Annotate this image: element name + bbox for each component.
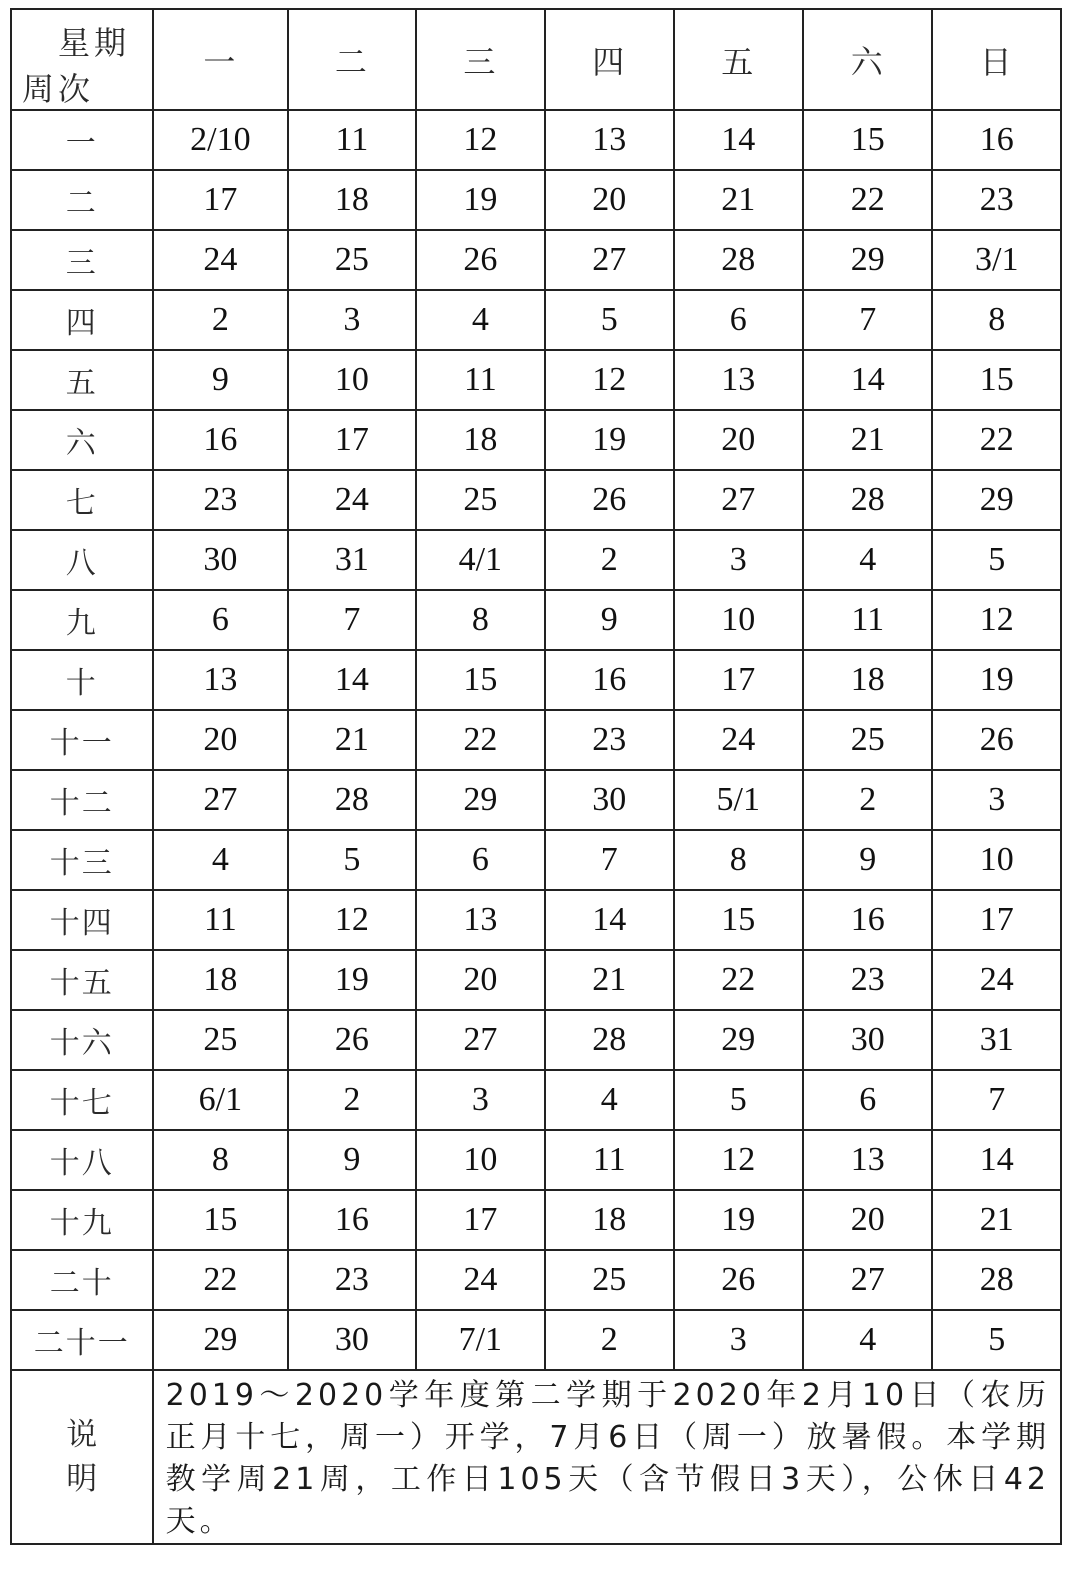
date-cell: 13 <box>674 350 803 410</box>
date-cell: 30 <box>153 530 289 590</box>
date-cell: 13 <box>153 650 289 710</box>
date-cell: 8 <box>932 290 1061 350</box>
week-row <box>11 1130 1061 1190</box>
week-number-label: 十二 <box>11 770 153 830</box>
week-number-label: 十九 <box>11 1190 153 1250</box>
date-cell: 9 <box>545 590 673 650</box>
date-cell: 7 <box>288 590 415 650</box>
date-cell: 30 <box>803 1010 932 1070</box>
date-cell: 12 <box>416 110 545 170</box>
date-cell: 23 <box>932 170 1061 230</box>
date-cell: 15 <box>674 890 803 950</box>
date-cell: 24 <box>674 710 803 770</box>
date-cell: 26 <box>674 1250 803 1310</box>
notes-label-cell <box>11 1370 153 1544</box>
date-cell: 22 <box>416 710 545 770</box>
date-cell: 16 <box>153 410 289 470</box>
date-cell: 17 <box>674 650 803 710</box>
date-cell: 2 <box>545 1310 673 1370</box>
date-cell: 10 <box>416 1130 545 1190</box>
date-cell: 13 <box>416 890 545 950</box>
week-row <box>11 110 1061 170</box>
date-cell: 19 <box>416 170 545 230</box>
date-cell: 19 <box>288 950 415 1010</box>
date-cell: 29 <box>153 1310 289 1370</box>
day-header-friday: 五 <box>674 9 803 110</box>
date-cell: 21 <box>288 710 415 770</box>
date-cell: 21 <box>803 410 932 470</box>
date-cell: 27 <box>153 770 289 830</box>
week-number-label: 二十 <box>11 1250 153 1310</box>
date-cell: 18 <box>803 650 932 710</box>
week-row <box>11 650 1061 710</box>
date-cell: 26 <box>545 470 673 530</box>
date-cell: 3 <box>288 290 415 350</box>
date-cell: 14 <box>288 650 415 710</box>
date-cell: 26 <box>288 1010 415 1070</box>
notes-body-cell <box>153 1370 1061 1544</box>
date-cell: 17 <box>288 410 415 470</box>
week-number-label: 十一 <box>11 710 153 770</box>
date-cell: 15 <box>416 650 545 710</box>
semester-calendar-table <box>10 8 1062 1545</box>
date-cell: 20 <box>803 1190 932 1250</box>
date-cell: 3 <box>416 1070 545 1130</box>
day-header-sunday: 日 <box>932 9 1061 110</box>
date-cell: 7 <box>545 830 673 890</box>
date-cell: 21 <box>674 170 803 230</box>
day-header-thursday: 四 <box>545 9 673 110</box>
date-cell: 6 <box>153 590 289 650</box>
date-cell: 7 <box>803 290 932 350</box>
date-cell: 27 <box>803 1250 932 1310</box>
date-cell: 19 <box>674 1190 803 1250</box>
date-cell: 18 <box>416 410 545 470</box>
week-number-label: 六 <box>11 410 153 470</box>
date-cell: 17 <box>416 1190 545 1250</box>
week-row <box>11 1310 1061 1370</box>
date-cell: 10 <box>932 830 1061 890</box>
date-cell: 26 <box>932 710 1061 770</box>
date-cell: 4/1 <box>416 530 545 590</box>
date-cell: 28 <box>288 770 415 830</box>
date-cell: 19 <box>932 650 1061 710</box>
date-cell: 23 <box>288 1250 415 1310</box>
day-header-tuesday: 二 <box>288 9 415 110</box>
date-cell: 19 <box>545 410 673 470</box>
date-cell: 20 <box>153 710 289 770</box>
week-number-label: 十五 <box>11 950 153 1010</box>
date-cell: 25 <box>803 710 932 770</box>
date-cell: 24 <box>288 470 415 530</box>
date-cell: 5 <box>932 530 1061 590</box>
date-cell: 5 <box>288 830 415 890</box>
date-cell: 29 <box>416 770 545 830</box>
week-number-label: 一 <box>11 110 153 170</box>
date-cell: 29 <box>674 1010 803 1070</box>
date-cell: 14 <box>803 350 932 410</box>
date-cell: 15 <box>932 350 1061 410</box>
notes-row <box>11 1370 1061 1544</box>
date-cell: 5 <box>932 1310 1061 1370</box>
date-cell: 25 <box>416 470 545 530</box>
date-cell: 2 <box>803 770 932 830</box>
week-row <box>11 770 1061 830</box>
week-number-label: 十三 <box>11 830 153 890</box>
day-header-saturday: 六 <box>803 9 932 110</box>
date-cell: 27 <box>545 230 673 290</box>
date-cell: 4 <box>545 1070 673 1130</box>
week-number-label: 十七 <box>11 1070 153 1130</box>
date-cell: 6/1 <box>153 1070 289 1130</box>
date-cell: 28 <box>674 230 803 290</box>
date-cell: 12 <box>674 1130 803 1190</box>
date-cell: 27 <box>674 470 803 530</box>
date-cell: 6 <box>674 290 803 350</box>
date-cell: 28 <box>803 470 932 530</box>
date-cell: 3 <box>674 530 803 590</box>
date-cell: 13 <box>545 110 673 170</box>
week-number-label: 三 <box>11 230 153 290</box>
date-cell: 16 <box>932 110 1061 170</box>
week-number-label: 八 <box>11 530 153 590</box>
date-cell: 11 <box>153 890 289 950</box>
date-cell: 23 <box>545 710 673 770</box>
date-cell: 6 <box>416 830 545 890</box>
week-row <box>11 350 1061 410</box>
week-row <box>11 1250 1061 1310</box>
week-row <box>11 470 1061 530</box>
date-cell: 3/1 <box>932 230 1061 290</box>
date-cell: 27 <box>416 1010 545 1070</box>
date-cell: 10 <box>674 590 803 650</box>
date-cell: 14 <box>545 890 673 950</box>
date-cell: 12 <box>288 890 415 950</box>
week-row <box>11 170 1061 230</box>
date-cell: 9 <box>153 350 289 410</box>
date-cell: 11 <box>545 1130 673 1190</box>
date-cell: 7 <box>932 1070 1061 1130</box>
date-cell: 5 <box>674 1070 803 1130</box>
date-cell: 11 <box>288 110 415 170</box>
date-cell: 24 <box>153 230 289 290</box>
week-number-label: 二十一 <box>11 1310 153 1370</box>
week-number-label: 五 <box>11 350 153 410</box>
date-cell: 9 <box>288 1130 415 1190</box>
day-header-wednesday: 三 <box>416 9 545 110</box>
date-cell: 2 <box>545 530 673 590</box>
date-cell: 12 <box>545 350 673 410</box>
date-cell: 31 <box>932 1010 1061 1070</box>
date-cell: 3 <box>674 1310 803 1370</box>
date-cell: 21 <box>932 1190 1061 1250</box>
date-cell: 30 <box>545 770 673 830</box>
date-cell: 29 <box>932 470 1061 530</box>
date-cell: 2 <box>288 1070 415 1130</box>
date-cell: 13 <box>803 1130 932 1190</box>
week-row <box>11 1010 1061 1070</box>
week-row <box>11 830 1061 890</box>
week-row <box>11 410 1061 470</box>
date-cell: 22 <box>803 170 932 230</box>
date-cell: 11 <box>803 590 932 650</box>
header-row <box>11 9 1061 110</box>
date-cell: 31 <box>288 530 415 590</box>
week-row <box>11 710 1061 770</box>
date-cell: 23 <box>153 470 289 530</box>
date-cell: 20 <box>416 950 545 1010</box>
date-cell: 15 <box>803 110 932 170</box>
date-cell: 25 <box>288 230 415 290</box>
week-number-label: 十六 <box>11 1010 153 1070</box>
date-cell: 26 <box>416 230 545 290</box>
date-cell: 8 <box>416 590 545 650</box>
date-cell: 24 <box>416 1250 545 1310</box>
date-cell: 29 <box>803 230 932 290</box>
date-cell: 12 <box>932 590 1061 650</box>
date-cell: 2/10 <box>153 110 289 170</box>
date-cell: 24 <box>932 950 1061 1010</box>
week-row <box>11 1070 1061 1130</box>
week-number-label: 十八 <box>11 1130 153 1190</box>
date-cell: 8 <box>674 830 803 890</box>
date-cell: 20 <box>674 410 803 470</box>
date-cell: 22 <box>674 950 803 1010</box>
date-cell: 22 <box>153 1250 289 1310</box>
date-cell: 21 <box>545 950 673 1010</box>
date-cell: 7/1 <box>416 1310 545 1370</box>
date-cell: 4 <box>803 530 932 590</box>
date-cell: 2 <box>153 290 289 350</box>
date-cell: 30 <box>288 1310 415 1370</box>
week-row <box>11 590 1061 650</box>
week-row <box>11 1190 1061 1250</box>
date-cell: 4 <box>416 290 545 350</box>
day-header-monday: 一 <box>153 9 289 110</box>
date-cell: 22 <box>932 410 1061 470</box>
date-cell: 17 <box>932 890 1061 950</box>
date-cell: 8 <box>153 1130 289 1190</box>
week-number-label: 二 <box>11 170 153 230</box>
week-number-label: 十 <box>11 650 153 710</box>
date-cell: 3 <box>932 770 1061 830</box>
date-cell: 18 <box>153 950 289 1010</box>
date-cell: 25 <box>153 1010 289 1070</box>
week-row <box>11 950 1061 1010</box>
date-cell: 28 <box>932 1250 1061 1310</box>
week-number-label: 七 <box>11 470 153 530</box>
date-cell: 15 <box>153 1190 289 1250</box>
week-row <box>11 890 1061 950</box>
date-cell: 18 <box>545 1190 673 1250</box>
date-cell: 9 <box>803 830 932 890</box>
notes-label: 说明 <box>66 1417 98 1497</box>
date-cell: 17 <box>153 170 289 230</box>
week-number-label: 十四 <box>11 890 153 950</box>
date-cell: 14 <box>932 1130 1061 1190</box>
date-cell: 16 <box>288 1190 415 1250</box>
date-cell: 4 <box>153 830 289 890</box>
date-cell: 25 <box>545 1250 673 1310</box>
date-cell: 6 <box>803 1070 932 1130</box>
date-cell: 18 <box>288 170 415 230</box>
weekday-axis-label: 星期 <box>58 24 131 62</box>
week-number-label: 九 <box>11 590 153 650</box>
week-row <box>11 530 1061 590</box>
notes-text: 2019～2020学年度第二学期于2020年2月10日（农历正月十七，周一）开学，7月6日（周一）放暑假。本学期教学周21周，工作日105天（含节假日3天），公休日42天。 <box>165 1378 1050 1539</box>
week-row <box>11 290 1061 350</box>
date-cell: 11 <box>416 350 545 410</box>
date-cell: 20 <box>545 170 673 230</box>
date-cell: 10 <box>288 350 415 410</box>
date-cell: 14 <box>674 110 803 170</box>
week-row <box>11 230 1061 290</box>
week-number-label: 四 <box>11 290 153 350</box>
date-cell: 16 <box>803 890 932 950</box>
date-cell: 23 <box>803 950 932 1010</box>
date-cell: 5 <box>545 290 673 350</box>
date-cell: 28 <box>545 1010 673 1070</box>
date-cell: 5/1 <box>674 770 803 830</box>
date-cell: 4 <box>803 1310 932 1370</box>
date-cell: 16 <box>545 650 673 710</box>
corner-header-cell <box>11 9 153 110</box>
week-number-axis-label: 周次 <box>22 70 95 108</box>
